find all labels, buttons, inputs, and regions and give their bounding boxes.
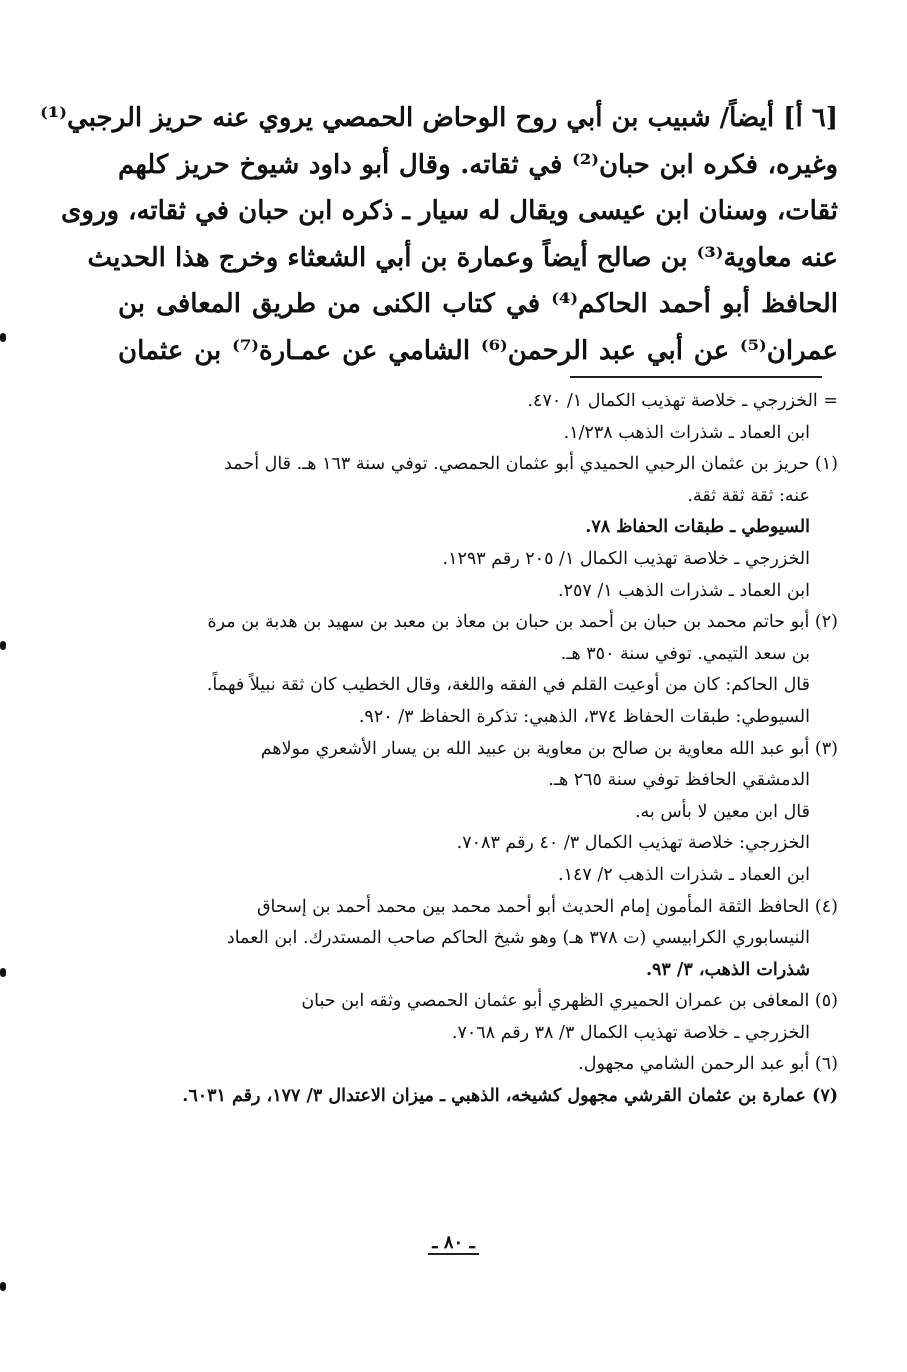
footnote-line: الخزرجي: خلاصة تهذيب الكمال ٣/ ٤٠ رقم ٧٠٨٣.	[456, 833, 810, 854]
footnotes-block	[118, 386, 838, 1113]
scan-mark	[0, 333, 6, 342]
footnote-line: (٦) أبو عبد الرحمن الشامي مجهول.	[578, 1054, 838, 1075]
footnote-line: ابن العماد ـ شذرات الذهب ١/٢٣٨.	[563, 422, 810, 443]
scan-mark	[0, 968, 6, 977]
footnote-divider	[570, 376, 822, 378]
footnote-line: قال الحاكم: كان من أوعيت القلم في الفقه واللغة، وقال الخطيب كان ثقة نبيلاً فهماً.	[206, 675, 810, 696]
footnote-line: (٥) المعافى بن عمران الحميري الظهري أبو عثمان الحمصي وثقه ابن حبان	[301, 991, 838, 1012]
footnote-line: ابن العماد ـ شذرات الذهب ١/ ٢٥٧.	[558, 580, 810, 601]
footnote-line: الدمشقي الحافظ توفي سنة ٢٦٥ هـ.	[548, 770, 810, 791]
page-number: ـ ٨٠ ـ	[0, 1232, 907, 1253]
footnote-line: السيوطي: طبقات الحفاظ ٣٧٤، الذهبي: تذكرة الحفاظ ٣/ ٩٢٠.	[358, 706, 810, 727]
footnote-line: (٧) عمارة بن عثمان القرشي مجهول كشيخه، الذهبي ـ ميزان الاعتدال ٣/ ١٧٧، رقم ٦٠٣١.	[182, 1086, 838, 1107]
main-line: الحافظ أبو أحمد الحاكم⁽⁴⁾ في كتاب الكنى من طريق المعافى بن	[118, 289, 838, 319]
footnote-line: (١) حريز بن عثمان الرحبي الحميدي أبو عثمان الحمصي. توفي سنة ١٦٣ هـ. قال أحمد	[224, 454, 838, 475]
footnote-line: (٢) أبو حاتم محمد بن حبان بن أحمد بن حبان بن معاذ بن معبد بن سهيد بن هدبة بن مرة	[207, 612, 838, 633]
main-line: وغيره، فكره ابن حبان⁽²⁾ في ثقاته. وقال أبو داود شيوخ حريز كلهم	[118, 149, 838, 180]
scan-mark	[0, 641, 6, 650]
main-line: ثقات، وسنان ابن عيسى ويقال له سيار ـ ذكره ابن حبان في ثقاته، وروى	[61, 196, 838, 226]
footnote-line: الخزرجي ـ خلاصة تهذيب الكمال ١/ ٢٠٥ رقم ١٢٩٣.	[442, 548, 810, 569]
footnote-line: بن سعد التيمي. توفي سنة ٣٥٠ هـ.	[560, 643, 810, 664]
main-line: [٦ أ] أيضاً/ شبيب بن أبي روح الوحاض الحمصي يروي عنه حريز الرجبي⁽¹⁾	[40, 103, 838, 133]
footnote-line: شذرات الذهب، ٣/ ٩٣.	[645, 959, 810, 980]
scan-mark	[0, 1282, 6, 1291]
footnote-line: = الخزرجي ـ خلاصة تهذيب الكمال ١/ ٤٧٠.	[527, 391, 838, 411]
folio-marker: [٦ أ]	[783, 103, 838, 133]
main-line: عمران⁽⁵⁾ عن أبي عبد الرحمن⁽⁶⁾ الشامي عن عمـارة⁽⁷⁾ بن عثمان	[118, 335, 838, 366]
main-text-block	[40, 95, 838, 374]
footnote-line: الخزرجي ـ خلاصة تهذيب الكمال ٣/ ٣٨ رقم ٧٠٦٨.	[451, 1022, 810, 1043]
footnote-line: ابن العماد ـ شذرات الذهب ٢/ ١٤٧.	[558, 864, 810, 885]
footnote-line: عنه: ثقة ثقة ثقة.	[687, 485, 810, 506]
footnote-line: النيسابوري الكرابيسي (ت ٣٧٨ هـ) وهو شيخ الحاكم صاحب المستدرك. ابن العماد	[226, 928, 810, 949]
footnote-line: (٣) أبو عبد الله معاوية بن صالح بن معاوية بن عبيد الله بن يسار الأشعري مولاهم	[260, 738, 838, 759]
footnote-line: (٤) الحافظ الثقة المأمون إمام الحديث أبو أحمد محمد بين محمد أحمد بن إسحاق	[256, 896, 838, 917]
main-line: عنه معاوية⁽³⁾ بن صالح أيضاً وعمارة بن أبي الشعثاء وخرج هذا الحديث	[87, 242, 838, 273]
footnote-line: قال ابن معين لا بأس به.	[634, 801, 810, 822]
footnote-line: السيوطي ـ طبقات الحفاظ ٧٨.	[585, 517, 810, 538]
